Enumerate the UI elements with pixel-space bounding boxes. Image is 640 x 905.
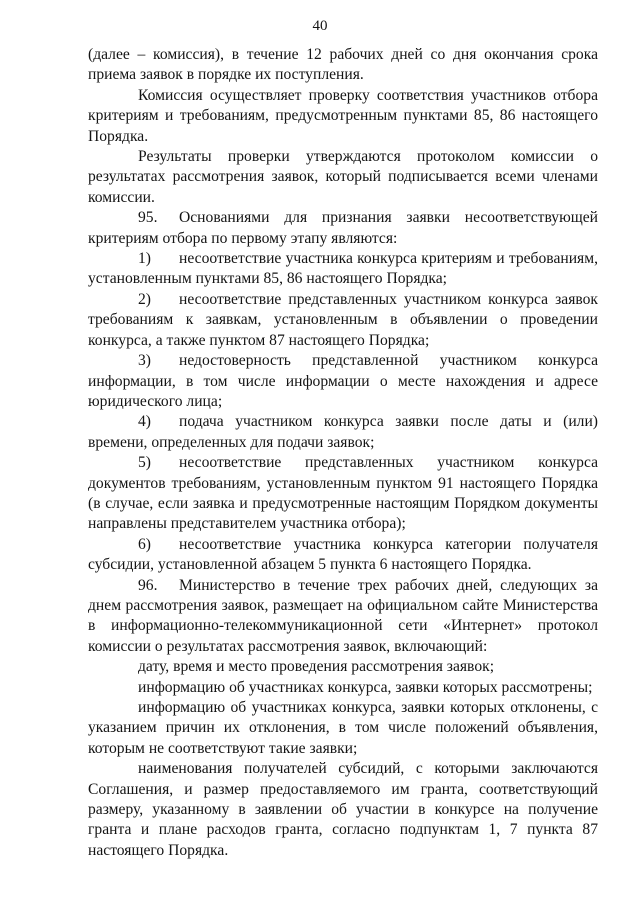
list-item-4: 4) подача участником конкурса заявки после даты и (или) времени, определенных для подачи заявок; <box>88 413 598 451</box>
list-item-number: 2) <box>138 290 151 308</box>
list-item-number: 6) <box>138 535 151 553</box>
document-body <box>88 45 598 861</box>
clause-number: 95. <box>138 209 158 227</box>
paragraph-continuation: (далее – комиссия), в течение 12 рабочих дней со дня окончания срока приема заявок в порядке их поступления. <box>88 46 598 84</box>
list-item-number: 4) <box>138 413 151 431</box>
page-number: 40 <box>312 18 328 34</box>
paragraph-commission-check: Комиссия осуществляет проверку соответствия участников отбора критериям и требованиям, предусмотренным пунктами 85, 86 настоящего Порядка. <box>88 86 598 145</box>
protocol-item-reviewed: информацию об участниках конкурса, заявки которых рассмотрены; <box>138 678 593 696</box>
protocol-item-rejected: информацию об участниках конкурса, заявки которых отклонены, с указанием причин их отклонения, в том числе положений объявления, которым не соответствуют такие заявки; <box>88 699 598 757</box>
list-item-3: 3) недостоверность представленной участником конкурса информации, в том числе информации о месте нахождения и адресе юридического лица; <box>88 352 598 410</box>
list-item-number: 3) <box>138 352 151 370</box>
paragraph-results-protocol: Результаты проверки утверждаются протоколом комиссии о результатах рассмотрения заявок, который подписывается всеми членами комиссии. <box>88 148 598 206</box>
protocol-item-recipients: наименования получателей субсидий, с которыми заключаются Соглашения, и размер предоставляемого им гранта, соответствующий размеру, указанному в заявлении об участии в конкурсе на получение гранта и плане расходов гранта, согласно подпунктам 1, 7 пункта 87 настоящего Порядка. <box>88 760 598 859</box>
list-item-1: 1) несоответствие участника конкурса критериям и требованиям, установленным пунктами 85, 86 настоящего Порядка; <box>88 250 598 288</box>
protocol-item-date: дату, время и место проведения рассмотрения заявок; <box>138 658 495 676</box>
list-item-6: 6) несоответствие участника конкурса категории получателя субсидии, установленной абзацем 5 пункта 6 настоящего Порядка. <box>88 535 598 574</box>
list-item-5: 5) несоответствие представленных участником конкурса документов требованиям, установленным пунктом 91 настоящего Порядка (в случае, если заявка и предусмотренные настоящим Порядком документы направлены представителем участника отбора); <box>88 454 598 533</box>
list-item-2: 2) несоответствие представленных участником конкурса заявок требованиям к заявкам, установленным в объявлении о проведении конкурса, а также пунктом 87 настоящего Порядка; <box>88 290 598 349</box>
clause-number: 96. <box>138 576 158 594</box>
clause-96: 96. Министерство в течение трех рабочих дней, следующих за днем рассмотрения заявок, размещает на официальном сайте Министерства в информационно-телекоммуникационной сети «Интернет» протокол комиссии о результатах рассмотрения заявок, включающий: <box>88 576 598 655</box>
clause-95: 95. Основаниями для признания заявки несоответствующей критериям отбора по первому этапу являются: <box>88 209 598 247</box>
list-item-number: 5) <box>138 454 151 472</box>
list-item-number: 1) <box>138 250 151 268</box>
